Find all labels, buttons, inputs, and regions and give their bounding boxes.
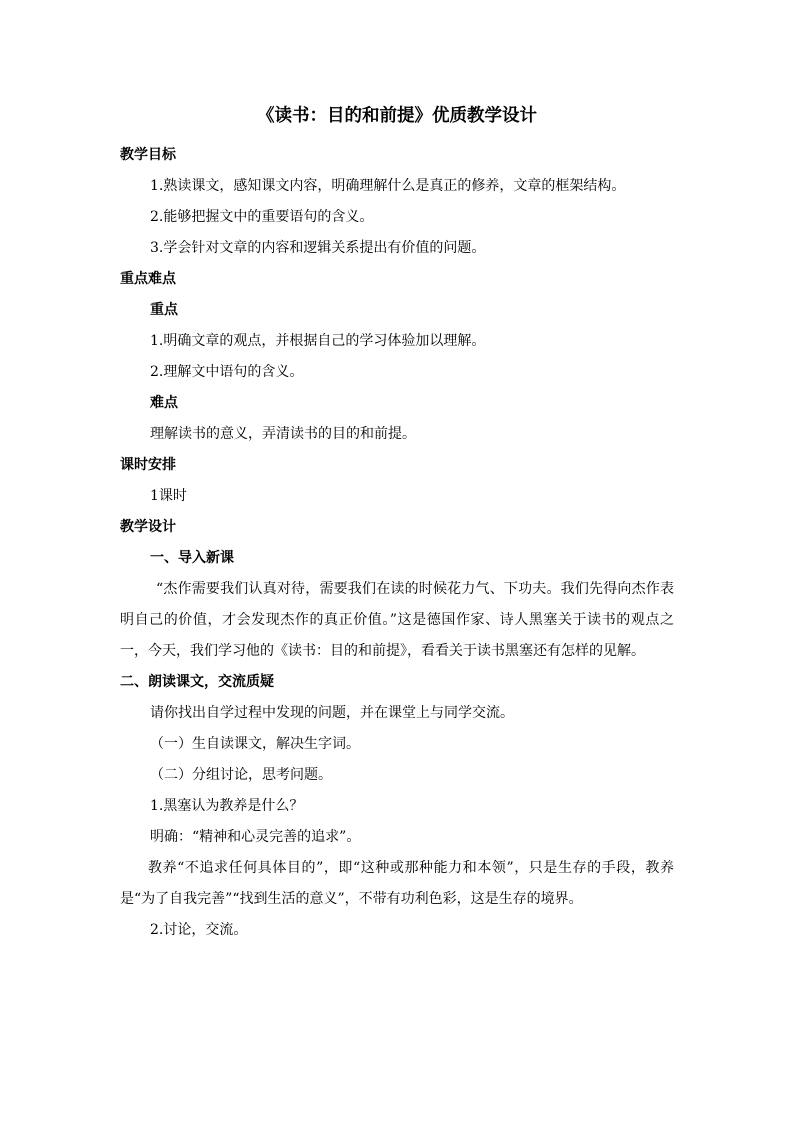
part2-line: 请你找出自学过程中发现的问题，并在课堂上与同学交流。 (150, 705, 514, 721)
page-title: 《读书：目的和前提》优质教学设计 (257, 106, 537, 126)
part2-sub-2: （二）分组讨论，思考问题。 (150, 767, 332, 783)
intro-paragraph: “杰作需要我们认真对待，需要我们在读的时候花力气、下功夫。我们先得向杰作表明自己的价值，才会发现杰作的真正价值。”这是德国作家、诗人黑塞关于读书的观点之一，今天，我们学习他的《读书：目的和前提》，看看关于读书黑塞还有怎样的见解。 (120, 581, 674, 659)
section-heading-key-points: 重点难点 (120, 271, 176, 287)
key-item-1: 1.明确文章的观点，并根据自己的学习体验加以理解。 (150, 333, 486, 349)
part-heading-1: 一、导入新课 (150, 550, 234, 566)
schedule-item: 1课时 (150, 488, 187, 504)
question-1-paragraph: 教养“不追求任何具体目的”，即“这种或那种能力和本领”，只是生存的手段，教养是“为了自我完善”“找到生活的意义”，不带有功利色彩，这是生存的境界。 (120, 860, 674, 907)
question-2: 2.讨论，交流。 (150, 922, 248, 938)
part2-sub-1: （一）生自读课文，解决生字词。 (150, 736, 360, 752)
question-1-answer: 明确：“精神和心灵完善的追求”。 (150, 829, 361, 845)
section-heading-design: 教学设计 (120, 519, 176, 535)
goal-item-2: 2.能够把握文中的重要语句的含义。 (150, 209, 374, 225)
section-heading-schedule: 课时安排 (120, 457, 176, 473)
subheading-key: 重点 (150, 302, 178, 318)
part-heading-2: 二、朗读课文，交流质疑 (120, 674, 274, 690)
key-item-2: 2.理解文中语句的含义。 (150, 364, 304, 380)
question-1: 1.黑塞认为教养是什么？ (150, 798, 304, 814)
difficulty-item-1: 理解读书的意义，弄清读书的目的和前提。 (150, 426, 416, 442)
goal-item-3: 3.学会针对文章的内容和逻辑关系提出有价值的问题。 (150, 240, 486, 256)
subheading-difficulty: 难点 (150, 395, 178, 411)
goal-item-1: 1.熟读课文，感知课文内容，明确理解什么是真正的修养，文章的框架结构。 (150, 178, 626, 194)
section-heading-goals: 教学目标 (120, 147, 176, 163)
document-body (120, 140, 674, 946)
